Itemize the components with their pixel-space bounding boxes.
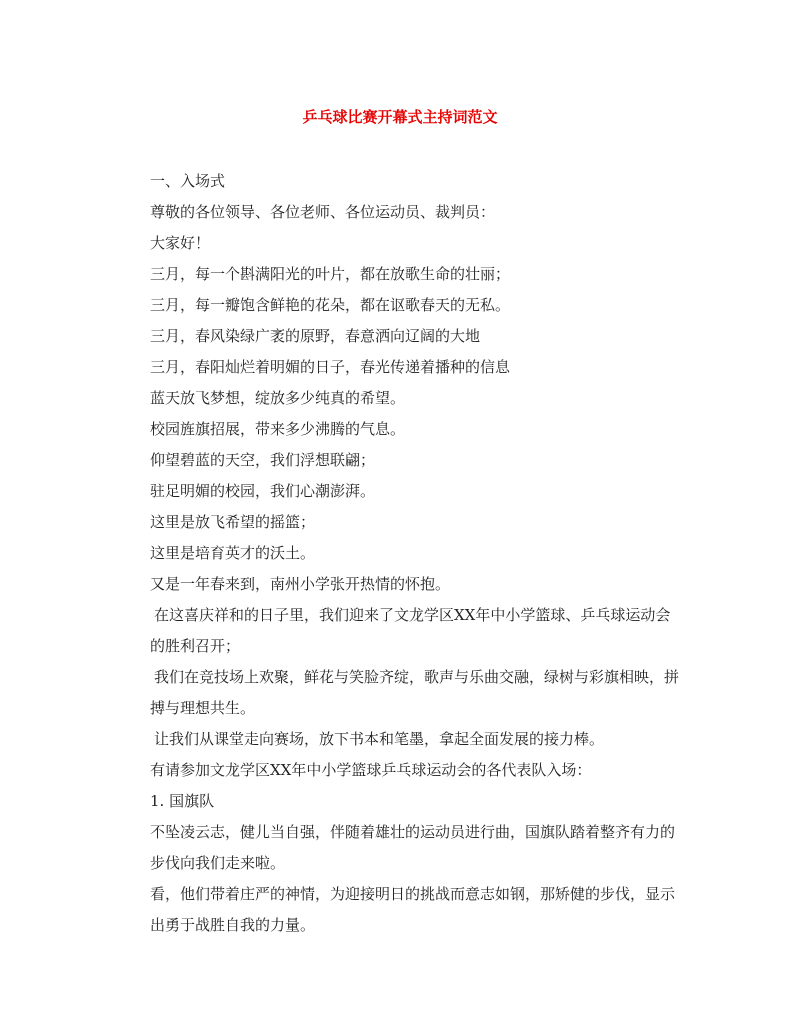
paragraph: 三月，春阳灿烂着明媚的日子，春光传递着播种的信息 — [150, 358, 511, 376]
list-item: 1. 国旗队 — [150, 792, 215, 810]
paragraph: 三月，春风染绿广袤的原野，春意洒向辽阔的大地 — [150, 327, 481, 345]
section-heading: 一、入场式 — [150, 172, 226, 190]
document-body — [150, 166, 685, 941]
paragraph: 仰望碧蓝的天空，我们浮想联翩； — [150, 451, 376, 469]
paragraph: 不坠凌云志，健儿当自强，伴随着雄壮的运动员进行曲，国旗队踏着整齐有力的步伐向我们走来啦。 — [150, 823, 676, 872]
paragraph: 校园旌旗招展，带来多少沸腾的气息。 — [150, 420, 406, 438]
paragraph: 蓝天放飞梦想，绽放多少纯真的希望。 — [150, 389, 406, 407]
paragraph: 大家好！ — [150, 234, 211, 252]
paragraph: 看，他们带着庄严的神情，为迎接明日的挑战而意志如钢，那矫健的步伐，显示出勇于战胜自我的力量。 — [150, 885, 676, 934]
document-title: 乒乓球比赛开幕式主持词范文 — [302, 108, 498, 126]
paragraph: 尊敬的各位领导、各位老师、各位运动员、裁判员： — [150, 203, 496, 221]
paragraph: 这里是培育英才的沃土。 — [150, 544, 316, 562]
paragraph: 让我们从课堂走向赛场，放下书本和笔墨，拿起全面发展的接力棒。 — [154, 730, 605, 748]
paragraph: 又是一年春来到，南州小学张开热情的怀抱。 — [150, 575, 451, 593]
paragraph: 三月，每一瓣饱含鲜艳的花朵，都在讴歌春天的无私。 — [150, 296, 511, 314]
paragraph: 驻足明媚的校园，我们心潮澎湃。 — [150, 482, 376, 500]
paragraph: 在这喜庆祥和的日子里，我们迎来了文龙学区XX年中小学篮球、乒乓球运动会的胜利召开； — [150, 606, 671, 655]
paragraph: 有请参加文龙学区XX年中小学篮球乒乓球运动会的各代表队入场： — [150, 761, 592, 779]
paragraph: 三月，每一个斟满阳光的叶片，都在放歌生命的壮丽； — [150, 265, 511, 283]
paragraph: 这里是放飞希望的摇篮； — [150, 513, 316, 531]
paragraph: 我们在竞技场上欢聚，鲜花与笑脸齐绽，歌声与乐曲交融，绿树与彩旗相映，拼搏与理想共生。 — [150, 668, 680, 717]
